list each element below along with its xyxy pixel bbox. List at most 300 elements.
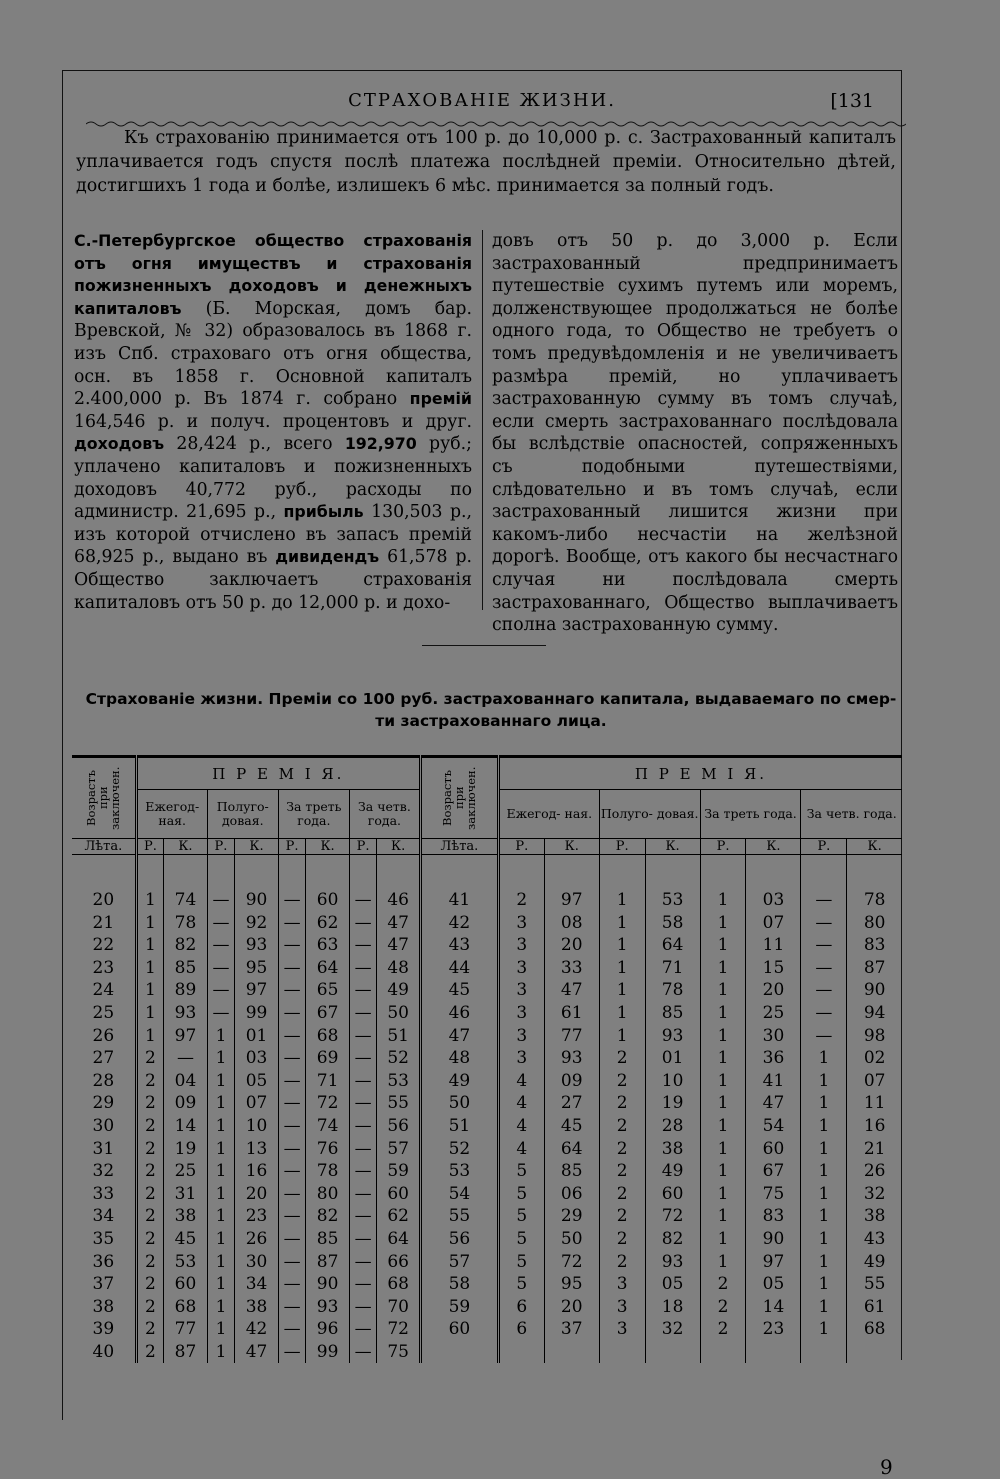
premium-cell: — — [349, 1160, 377, 1183]
premium-cell: 2 — [136, 1115, 164, 1138]
premium-cell-right: 14 — [746, 1296, 801, 1319]
premium-cell: — — [349, 1025, 377, 1048]
premium-cell-right: 93 — [544, 1047, 599, 1070]
premium-cell-right: 05 — [645, 1273, 700, 1296]
premium-cell: 2 — [136, 1228, 164, 1251]
premium-cell-right: 1 — [599, 957, 645, 980]
premium-cell-right: 82 — [645, 1228, 700, 1251]
premium-cell-right: 5 — [498, 1251, 544, 1274]
premium-cell-right: 60 — [746, 1138, 801, 1161]
premium-cell-right: 78 — [645, 979, 700, 1002]
premium-cell: — — [349, 1251, 377, 1274]
premium-cell-right: 5 — [498, 1273, 544, 1296]
premium-cell-right: 2 — [599, 1070, 645, 1093]
premium-cell-right: 3 — [498, 912, 544, 935]
premium-cell-right: 2 — [599, 1228, 645, 1251]
premium-header-right: П Р Е М І Я. — [498, 757, 902, 790]
premium-cell: 96 — [306, 1318, 350, 1341]
premium-cell: — — [349, 1273, 377, 1296]
premium-cell: 1 — [207, 1183, 235, 1206]
age-cell: 27 — [92, 1048, 115, 1069]
premium-cell-right: 1 — [801, 1296, 847, 1319]
premium-cell-right: 43 — [847, 1228, 902, 1251]
company-name: С.-Петербургское общество страхованія отъ огня имуществъ и страхованія пожизненныхъ доходовъ и денежныхъ капиталовъ — [74, 231, 472, 318]
col-quarter: За четв. года. — [349, 790, 420, 839]
premium-cell-right: 97 — [746, 1251, 801, 1274]
premium-cell: — — [278, 1183, 306, 1206]
table-row — [72, 1296, 902, 1319]
age-cell: 35 — [92, 1228, 115, 1249]
premium-cell: — — [278, 1341, 306, 1364]
premium-cell: 07 — [235, 1092, 279, 1115]
premium-cell: 89 — [164, 979, 208, 1002]
premium-cell: 74 — [164, 889, 208, 912]
premium-cell: 34 — [235, 1273, 279, 1296]
premium-cell: 64 — [306, 957, 350, 980]
premium-cell-right: 55 — [847, 1273, 902, 1296]
premium-cell: — — [278, 979, 306, 1002]
premium-cell: — — [164, 1047, 208, 1070]
premium-cell: — — [349, 1296, 377, 1319]
premium-cell: — — [349, 1115, 377, 1138]
age-cell-right: 49 — [420, 1070, 498, 1093]
premium-cell-right — [599, 1341, 645, 1364]
premium-cell: 1 — [207, 1160, 235, 1183]
section-rule — [422, 645, 546, 646]
premium-cell: 78 — [164, 912, 208, 935]
premium-cell: 70 — [377, 1296, 421, 1319]
age-cell-right: 59 — [420, 1296, 498, 1319]
premium-cell-right: 2 — [700, 1318, 746, 1341]
premium-cell-right: 41 — [746, 1070, 801, 1093]
premium-cell-right: — — [801, 889, 847, 912]
premium-cell: 38 — [164, 1205, 208, 1228]
premium-cell: 95 — [235, 957, 279, 980]
premium-cell-right: 1 — [801, 1183, 847, 1206]
table-row — [72, 1115, 902, 1138]
premium-cell: 1 — [207, 1228, 235, 1251]
premium-cell-right: 5 — [498, 1183, 544, 1206]
premium-cell-right: 06 — [544, 1183, 599, 1206]
premium-cell-right: 1 — [801, 1070, 847, 1093]
age-header: Возрастъ при заключен. — [84, 766, 123, 830]
premium-cell: — — [278, 1025, 306, 1048]
premium-cell: — — [278, 1273, 306, 1296]
page-number: [131 — [830, 90, 874, 112]
premium-cell-right: 29 — [544, 1205, 599, 1228]
premium-cell-right: 90 — [746, 1228, 801, 1251]
premium-cell: — — [349, 1138, 377, 1161]
premium-cell-right: 15 — [746, 957, 801, 980]
premium-cell-right: 1 — [700, 1205, 746, 1228]
table-row — [72, 934, 902, 957]
age-unit: Лѣта. — [72, 839, 136, 855]
premium-cell: 1 — [136, 957, 164, 980]
premium-cell-right: 2 — [700, 1273, 746, 1296]
premium-cell-right: 2 — [599, 1251, 645, 1274]
premium-cell-right: 33 — [544, 957, 599, 980]
premium-cell-right: 60 — [645, 1183, 700, 1206]
premium-cell: 46 — [377, 889, 421, 912]
premium-cell-right: 21 — [847, 1138, 902, 1161]
premium-cell-right: 49 — [847, 1251, 902, 1274]
premium-cell: 45 — [164, 1228, 208, 1251]
premium-cell: — — [349, 957, 377, 980]
premium-cell-right: 83 — [847, 934, 902, 957]
premium-cell-right: 64 — [645, 934, 700, 957]
premium-table-container — [72, 755, 902, 1363]
premium-cell: — — [207, 979, 235, 1002]
premium-cell-right: 5 — [498, 1228, 544, 1251]
premium-cell-right: 25 — [746, 1002, 801, 1025]
premium-cell-right: 19 — [645, 1092, 700, 1115]
premium-cell-right: 08 — [544, 912, 599, 935]
premium-cell: 49 — [377, 979, 421, 1002]
premium-cell: 75 — [377, 1341, 421, 1364]
premium-cell-right: 38 — [847, 1205, 902, 1228]
premium-cell: — — [349, 1205, 377, 1228]
premium-cell-right: 20 — [544, 1296, 599, 1319]
premium-cell: 76 — [306, 1138, 350, 1161]
age-cell: 25 — [92, 1002, 115, 1023]
premium-cell-right: 98 — [847, 1025, 902, 1048]
premium-cell-right: 20 — [746, 979, 801, 1002]
premium-cell: — — [349, 1228, 377, 1251]
article-right-column: довъ отъ 50 р. до 3,000 р. Если застрахованный предпринимаетъ путешествіе сухимъ путемъ или моремъ, долженствующее продолжаться не болѣе одного года, то Общество не требуетъ о томъ предувѣдомленія и не увеличиваетъ размѣра премій, но уплачиваетъ застрахованную сумму въ томъ случаѣ, если смерть застрахованнаго послѣдовала бы вслѣдствіе опасностей, сопряженныхъ съ подобными путешествіями, слѣдовательно и въ томъ случаѣ, если застрахованный лишится жизни при какомъ-либо несчастіи на желѣзной дорогѣ. Вообще, отъ какого бы несчастнаго случая ни послѣдовала смерть застрахованнаго, Общество выплачиваетъ сполна застрахованную сумму. — [492, 231, 898, 636]
premium-cell: 97 — [164, 1025, 208, 1048]
age-cell: 20 — [92, 890, 115, 910]
premium-cell: — — [278, 1296, 306, 1319]
premium-cell: — — [278, 1160, 306, 1183]
premium-cell-right: 1 — [801, 1138, 847, 1161]
premium-cell-right: 2 — [700, 1296, 746, 1319]
premium-cell-right: 1 — [599, 934, 645, 957]
premium-cell-right: 2 — [599, 1160, 645, 1183]
table-row — [72, 1025, 902, 1048]
premium-cell: 78 — [306, 1160, 350, 1183]
premium-cell: 60 — [306, 889, 350, 912]
premium-cell: — — [207, 889, 235, 912]
age-cell-right: 56 — [420, 1228, 498, 1251]
premium-cell: — — [349, 979, 377, 1002]
premium-cell-right — [544, 1341, 599, 1364]
premium-cell: — — [207, 957, 235, 980]
age-header-right: Возрастъ при заключен. — [440, 766, 479, 830]
age-cell-right: 54 — [420, 1183, 498, 1206]
premium-cell: 1 — [136, 1025, 164, 1048]
premium-cell-right: 72 — [645, 1205, 700, 1228]
premium-cell-right: 1 — [700, 957, 746, 980]
premium-cell: 80 — [306, 1183, 350, 1206]
premium-cell-right: 53 — [645, 889, 700, 912]
premium-cell-right: 85 — [645, 1002, 700, 1025]
premium-cell-right: 4 — [498, 1138, 544, 1161]
premium-cell: 2 — [136, 1138, 164, 1161]
premium-cell: 2 — [136, 1205, 164, 1228]
intro-paragraph: Къ страхованію принимается отъ 100 р. до 10,000 р. с. Застрахованный капиталъ уплачивается годъ спустя послѣ платежа послѣдней преміи. Относительно дѣтей, достигшихъ 1 года и болѣе, излишекъ 6 мѣс. принимается за полный годъ. — [76, 128, 896, 196]
age-cell-right: 45 — [420, 979, 498, 1002]
premium-cell: 47 — [235, 1341, 279, 1364]
age-cell: 24 — [92, 980, 115, 1001]
table-unit-row: Лѣта. Р. К. Р. К. Р. К. Р. К. Лѣта. Р. К. Р. К. Р. К. Р. К. — [72, 839, 902, 855]
age-cell-right: 58 — [420, 1273, 498, 1296]
premium-cell: 65 — [306, 979, 350, 1002]
premium-cell-right: 3 — [498, 1002, 544, 1025]
premium-cell-right: 05 — [746, 1273, 801, 1296]
premium-cell-right: 85 — [544, 1160, 599, 1183]
premium-cell-right: 20 — [544, 934, 599, 957]
premium-cell: 2 — [136, 1070, 164, 1093]
premium-cell: 1 — [136, 889, 164, 912]
col-semiannual-right: Полуго- довая. — [599, 790, 700, 839]
premium-cell-right: 47 — [544, 979, 599, 1002]
table-body — [72, 889, 902, 1363]
premium-cell: 2 — [136, 1183, 164, 1206]
premium-cell-right: 1 — [700, 1115, 746, 1138]
premium-cell: 1 — [207, 1205, 235, 1228]
premium-cell-right: 16 — [847, 1115, 902, 1138]
premium-cell-right: 28 — [645, 1115, 700, 1138]
premium-cell-right: 02 — [847, 1047, 902, 1070]
premium-cell: 04 — [164, 1070, 208, 1093]
premium-cell: 19 — [164, 1138, 208, 1161]
age-cell-right: 50 — [420, 1092, 498, 1115]
premium-cell-right: — — [801, 1025, 847, 1048]
premium-cell: 1 — [207, 1273, 235, 1296]
premium-cell-right: 01 — [645, 1047, 700, 1070]
premium-cell: 1 — [136, 979, 164, 1002]
premium-cell-right: 54 — [746, 1115, 801, 1138]
premium-cell-right: 11 — [746, 934, 801, 957]
premium-table — [72, 755, 902, 1363]
premium-cell: 97 — [235, 979, 279, 1002]
premium-cell-right: 1 — [700, 1025, 746, 1048]
premium-cell: 26 — [235, 1228, 279, 1251]
premium-cell: 16 — [235, 1160, 279, 1183]
premium-cell: 23 — [235, 1205, 279, 1228]
premium-cell: — — [278, 1138, 306, 1161]
age-cell-right: 52 — [420, 1138, 498, 1161]
age-cell: 23 — [92, 957, 115, 978]
age-cell-right: 53 — [420, 1160, 498, 1183]
premium-cell-right: 71 — [645, 957, 700, 980]
premium-cell: 93 — [235, 934, 279, 957]
premium-cell-right: 80 — [847, 912, 902, 935]
premium-cell: — — [278, 1205, 306, 1228]
age-cell-right: 60 — [420, 1318, 498, 1341]
premium-cell-right: 1 — [700, 1160, 746, 1183]
premium-cell-right: — — [801, 912, 847, 935]
table-row — [72, 979, 902, 1002]
premium-cell-right: 1 — [801, 1092, 847, 1115]
premium-cell-right: 1 — [801, 1228, 847, 1251]
premium-cell-right: 2 — [599, 1183, 645, 1206]
premium-cell-right: 50 — [544, 1228, 599, 1251]
table-row — [72, 889, 902, 912]
premium-cell-right: 95 — [544, 1273, 599, 1296]
premium-cell: 48 — [377, 957, 421, 980]
table-row — [72, 1138, 902, 1161]
premium-cell: 2 — [136, 1341, 164, 1364]
premium-cell-right: 78 — [847, 889, 902, 912]
premium-cell-right: 38 — [645, 1138, 700, 1161]
col-semiannual: Полуго- довая. — [207, 790, 278, 839]
premium-cell: — — [349, 1092, 377, 1115]
table-row — [72, 1228, 902, 1251]
premium-cell: 13 — [235, 1138, 279, 1161]
premium-cell-right: 1 — [700, 979, 746, 1002]
premium-cell: — — [349, 1183, 377, 1206]
premium-cell: 67 — [306, 1002, 350, 1025]
premium-cell: — — [278, 1070, 306, 1093]
premium-cell-right: 1 — [801, 1047, 847, 1070]
premium-cell-right: 1 — [801, 1318, 847, 1341]
premium-cell: 25 — [164, 1160, 208, 1183]
age-cell-right: 55 — [420, 1205, 498, 1228]
premium-cell: 72 — [306, 1092, 350, 1115]
premium-cell-right: 36 — [746, 1047, 801, 1070]
premium-cell: — — [349, 1318, 377, 1341]
table-row — [72, 912, 902, 935]
age-cell: 32 — [92, 1161, 115, 1182]
premium-cell: — — [349, 1070, 377, 1093]
premium-cell: — — [349, 912, 377, 935]
premium-cell-right: 4 — [498, 1070, 544, 1093]
premium-cell-right: 87 — [847, 957, 902, 980]
premium-cell-right: 1 — [700, 934, 746, 957]
age-cell: 37 — [92, 1274, 115, 1295]
premium-cell-right: 07 — [746, 912, 801, 935]
table-row — [72, 1002, 902, 1025]
premium-cell-right: 03 — [746, 889, 801, 912]
premium-cell: 56 — [377, 1115, 421, 1138]
left-margin-rule — [62, 70, 63, 1420]
premium-cell-right: 68 — [847, 1318, 902, 1341]
premium-cell-right: 94 — [847, 1002, 902, 1025]
age-cell: 38 — [92, 1296, 115, 1317]
col-third-right: За треть года. — [700, 790, 801, 839]
premium-cell-right: 67 — [746, 1160, 801, 1183]
premium-cell: 68 — [377, 1273, 421, 1296]
premium-cell: 57 — [377, 1138, 421, 1161]
premium-cell: 1 — [136, 934, 164, 957]
premium-cell: 1 — [207, 1025, 235, 1048]
premium-cell: — — [349, 1341, 377, 1364]
footer-page-index: 9 — [880, 1455, 893, 1479]
premium-cell: 62 — [306, 912, 350, 935]
premium-cell-right: 64 — [544, 1138, 599, 1161]
premium-cell-right: 47 — [746, 1092, 801, 1115]
age-cell-right: 47 — [420, 1025, 498, 1048]
premium-cell-right: 1 — [599, 979, 645, 1002]
premium-cell: 1 — [207, 1138, 235, 1161]
premium-cell: 09 — [164, 1092, 208, 1115]
age-cell: 34 — [92, 1206, 115, 1227]
premium-cell-right: 3 — [599, 1318, 645, 1341]
table-row — [72, 1205, 902, 1228]
premium-cell-right: 1 — [599, 1002, 645, 1025]
age-cell: 29 — [92, 1093, 115, 1114]
premium-cell: 51 — [377, 1025, 421, 1048]
premium-cell-right: 09 — [544, 1070, 599, 1093]
article-left-column: С.-Петербургское общество страхованія отъ огня имуществъ и страхованія пожизненныхъ доходовъ и денежныхъ капиталовъ (Б. Морская, домъ бар. Вревской, № 32) образовалось въ 1868 г. изъ Спб. страховаго отъ огня общества, осн. въ 1858 г. Основной капиталъ 2.400,000 р. Въ 1874 г. собрано премій 164,546 р. и получ. процентовъ и друг. доходовъ 28,424 р., всего 192,970 руб.; уплачено капиталовъ и пожизненныхъ доходовъ 40,772 руб., расходы по администр. 21,695 р., прибыль 130,503 р., изъ которой отчислено въ запасъ премій 68,925 р., выдано въ дивидендъ 61,578 р. Общество заключаетъ страхованія капиталовъ отъ 50 р. до 12,000 р. и дохо- — [74, 231, 473, 613]
premium-cell: 60 — [377, 1183, 421, 1206]
table-row — [72, 1092, 902, 1115]
premium-cell-right — [645, 1341, 700, 1364]
premium-cell: — — [278, 912, 306, 935]
table-row — [72, 957, 902, 980]
premium-cell: — — [278, 934, 306, 957]
premium-cell: 99 — [235, 1002, 279, 1025]
premium-cell: — — [278, 957, 306, 980]
premium-cell: 42 — [235, 1318, 279, 1341]
premium-cell: 1 — [207, 1070, 235, 1093]
premium-cell-right: 1 — [801, 1115, 847, 1138]
premium-cell: 05 — [235, 1070, 279, 1093]
premium-cell: 60 — [164, 1273, 208, 1296]
premium-cell-right: 61 — [544, 1002, 599, 1025]
premium-cell: 2 — [136, 1273, 164, 1296]
premium-cell-right: 5 — [498, 1205, 544, 1228]
premium-cell-right: 1 — [700, 1047, 746, 1070]
premium-cell-right: — — [801, 979, 847, 1002]
premium-cell-right: 27 — [544, 1092, 599, 1115]
premium-cell: 93 — [306, 1296, 350, 1319]
premium-cell-right: 1 — [700, 889, 746, 912]
premium-cell: 93 — [164, 1002, 208, 1025]
premium-cell: 10 — [235, 1115, 279, 1138]
premium-cell-right: 2 — [498, 889, 544, 912]
col-third: За треть года. — [278, 790, 349, 839]
premium-cell-right: 2 — [599, 1047, 645, 1070]
premium-cell-right: 4 — [498, 1092, 544, 1115]
premium-cell-right: 1 — [700, 1228, 746, 1251]
age-cell: 36 — [92, 1251, 115, 1272]
premium-cell: 87 — [164, 1341, 208, 1364]
premium-cell: 68 — [164, 1296, 208, 1319]
age-cell-right: 42 — [420, 912, 498, 935]
premium-cell: 1 — [136, 1002, 164, 1025]
premium-cell: — — [207, 912, 235, 935]
premium-cell-right: 23 — [746, 1318, 801, 1341]
premium-cell: 53 — [377, 1070, 421, 1093]
premium-cell-right: 3 — [498, 1025, 544, 1048]
premium-cell: 59 — [377, 1160, 421, 1183]
premium-cell: — — [278, 1228, 306, 1251]
premium-cell-right: 97 — [544, 889, 599, 912]
table-row — [72, 1070, 902, 1093]
premium-cell-right: 2 — [599, 1138, 645, 1161]
premium-cell-right: 1 — [700, 1138, 746, 1161]
table-row — [72, 1160, 902, 1183]
premium-cell: — — [349, 889, 377, 912]
table-title: Страхованіе жизни. Преміи со 100 руб. застрахованнаго капитала, выдаваемаго по смер- ти застрахованнаго лица. — [85, 690, 897, 730]
premium-cell: 14 — [164, 1115, 208, 1138]
age-cell: 28 — [92, 1070, 115, 1091]
table-row — [72, 1047, 902, 1070]
premium-cell: — — [278, 1002, 306, 1025]
premium-cell-right: 4 — [498, 1115, 544, 1138]
premium-cell: 1 — [207, 1092, 235, 1115]
premium-cell-right: — — [801, 957, 847, 980]
premium-cell-right: 93 — [645, 1025, 700, 1048]
age-cell-right: 51 — [420, 1115, 498, 1138]
premium-cell: 62 — [377, 1205, 421, 1228]
age-cell: 39 — [92, 1319, 115, 1340]
premium-cell: 1 — [207, 1047, 235, 1070]
premium-cell: 82 — [306, 1205, 350, 1228]
premium-cell: 1 — [136, 912, 164, 935]
